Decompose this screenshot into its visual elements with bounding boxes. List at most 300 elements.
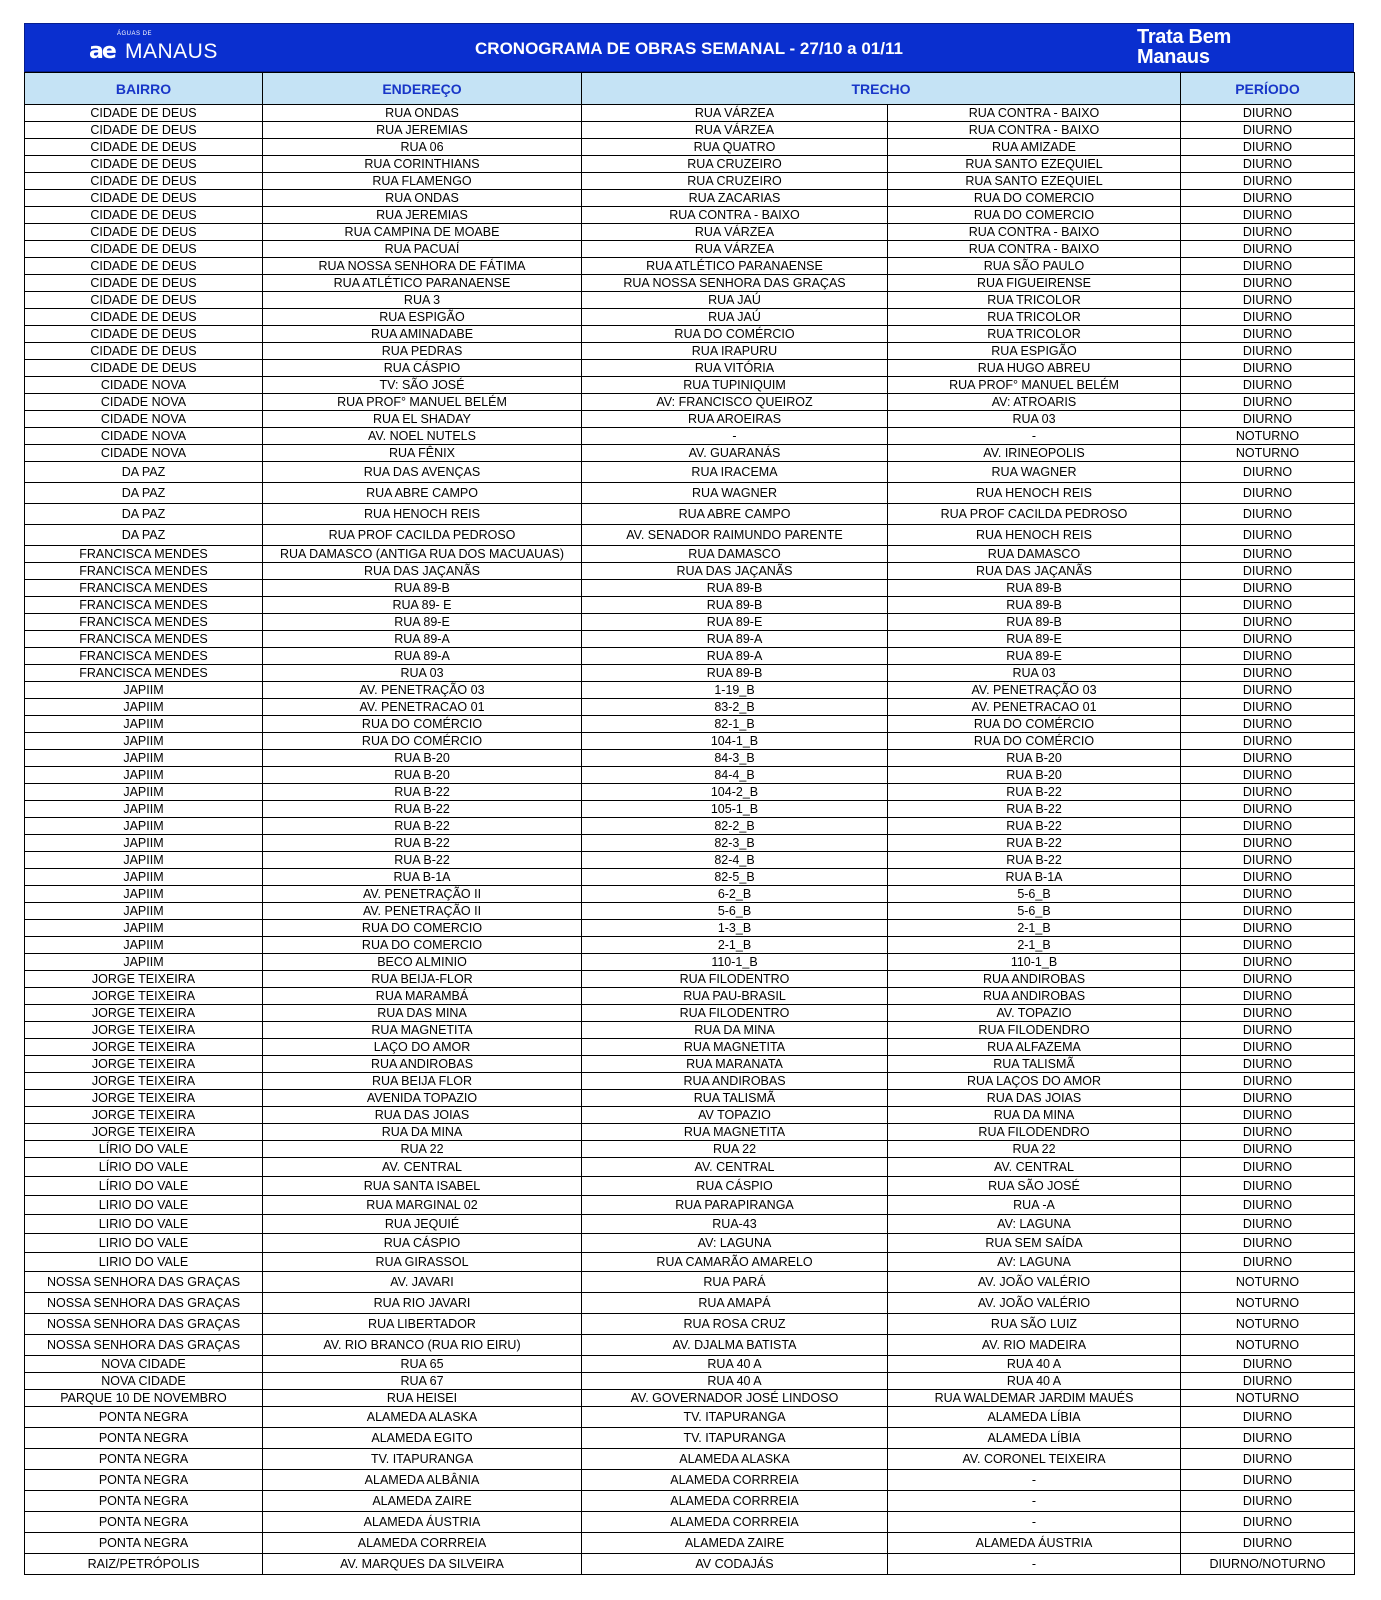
cell-endereco: RUA RIO JAVARI: [263, 1293, 582, 1314]
cell-periodo: NOTURNO: [1181, 1335, 1355, 1356]
cell-periodo: DIURNO: [1181, 1407, 1355, 1428]
cell-endereco: RUA B-22: [263, 852, 582, 869]
table-row: [25, 139, 1355, 156]
cell-bairro: JORGE TEIXEIRA: [25, 1005, 263, 1022]
cell-trecho-fim: RUA ALFAZEMA: [888, 1039, 1181, 1056]
cell-trecho-inicio: RUA MAGNETITA: [582, 1124, 888, 1141]
cell-endereco: RUA 03: [263, 665, 582, 682]
cell-periodo: DIURNO: [1181, 1373, 1355, 1390]
cell-trecho-fim: AV. PENETRACAO 01: [888, 699, 1181, 716]
cell-endereco: RUA DO COMERCIO: [263, 920, 582, 937]
table-row: [25, 971, 1355, 988]
cell-trecho-fim: RUA 03: [888, 665, 1181, 682]
cell-endereco: RUA HEISEI: [263, 1390, 582, 1407]
cell-trecho-inicio: RUA IRACEMA: [582, 462, 888, 483]
cell-endereco: BECO ALMINIO: [263, 954, 582, 971]
cell-bairro: LIRIO DO VALE: [25, 1253, 263, 1272]
cell-periodo: DIURNO: [1181, 1005, 1355, 1022]
cell-endereco: RUA 22: [263, 1141, 582, 1158]
cell-trecho-inicio: -: [582, 428, 888, 445]
cell-periodo: DIURNO: [1181, 483, 1355, 504]
cell-bairro: PONTA NEGRA: [25, 1533, 263, 1554]
cell-periodo: DIURNO: [1181, 733, 1355, 750]
cell-trecho-inicio: RUA DAMASCO: [582, 546, 888, 563]
cell-periodo: DIURNO: [1181, 241, 1355, 258]
table-row: [25, 207, 1355, 224]
cell-trecho-fim: RUA B-22: [888, 801, 1181, 818]
cell-trecho-inicio: AV: LAGUNA: [582, 1234, 888, 1253]
table-row: [25, 1314, 1355, 1335]
cell-trecho-inicio: RUA 40 A: [582, 1373, 888, 1390]
cell-endereco: RUA NOSSA SENHORA DE FÁTIMA: [263, 258, 582, 275]
table-row: [25, 1196, 1355, 1215]
cell-trecho-fim: RUA CONTRA - BAIXO: [888, 224, 1181, 241]
table-row: [25, 614, 1355, 631]
table-row: [25, 1124, 1355, 1141]
cell-trecho-inicio: AV TOPAZIO: [582, 1107, 888, 1124]
table-row: [25, 920, 1355, 937]
cell-bairro: FRANCISCA MENDES: [25, 563, 263, 580]
cell-trecho-fim: RUA DA MINA: [888, 1107, 1181, 1124]
cell-bairro: PONTA NEGRA: [25, 1407, 263, 1428]
cell-bairro: JAPIIM: [25, 954, 263, 971]
cell-periodo: DIURNO: [1181, 716, 1355, 733]
cell-periodo: DIURNO: [1181, 1073, 1355, 1090]
cell-endereco: RUA B-22: [263, 835, 582, 852]
cell-trecho-fim: RUA FILODENDRO: [888, 1022, 1181, 1039]
cell-trecho-inicio: RUA ABRE CAMPO: [582, 504, 888, 525]
table-row: [25, 1356, 1355, 1373]
table-row: [25, 1215, 1355, 1234]
cell-periodo: DIURNO: [1181, 1491, 1355, 1512]
cell-trecho-inicio: RUA CONTRA - BAIXO: [582, 207, 888, 224]
cell-bairro: CIDADE DE DEUS: [25, 156, 263, 173]
cell-trecho-inicio: RUA 40 A: [582, 1356, 888, 1373]
cell-periodo: NOTURNO: [1181, 428, 1355, 445]
cell-periodo: NOTURNO: [1181, 1314, 1355, 1335]
cell-bairro: DA PAZ: [25, 483, 263, 504]
cell-periodo: DIURNO: [1181, 1090, 1355, 1107]
table-row: [25, 326, 1355, 343]
cell-periodo: DIURNO: [1181, 1470, 1355, 1491]
cell-trecho-fim: 110-1_B: [888, 954, 1181, 971]
cell-endereco: RUA 89- E: [263, 597, 582, 614]
cell-trecho-fim: RUA DO COMÉRCIO: [888, 716, 1181, 733]
logo-wordmark: MANAUS: [125, 40, 218, 63]
cell-periodo: DIURNO: [1181, 852, 1355, 869]
cell-endereco: RUA FÊNIX: [263, 445, 582, 462]
cell-trecho-fim: RUA DO COMERCIO: [888, 207, 1181, 224]
cell-trecho-inicio: 5-6_B: [582, 903, 888, 920]
column-header-trecho: TRECHO: [582, 73, 1181, 105]
cell-trecho-inicio: 6-2_B: [582, 886, 888, 903]
table-row: [25, 1335, 1355, 1356]
cell-endereco: RUA 89-A: [263, 648, 582, 665]
table-row: [25, 309, 1355, 326]
table-row: [25, 699, 1355, 716]
cell-trecho-fim: 2-1_B: [888, 920, 1181, 937]
cell-trecho-fim: RUA TALISMÃ: [888, 1056, 1181, 1073]
cell-trecho-inicio: RUA PARAPIRANGA: [582, 1196, 888, 1215]
cell-bairro: CIDADE DE DEUS: [25, 190, 263, 207]
cell-trecho-inicio: 1-3_B: [582, 920, 888, 937]
cell-endereco: AV. MARQUES DA SILVEIRA: [263, 1554, 582, 1575]
cell-bairro: LÍRIO DO VALE: [25, 1158, 263, 1177]
cell-endereco: RUA CÁSPIO: [263, 360, 582, 377]
table-row: [25, 988, 1355, 1005]
table-row: [25, 1177, 1355, 1196]
cell-trecho-fim: RUA 89-E: [888, 648, 1181, 665]
cell-trecho-fim: RUA DAS JOIAS: [888, 1090, 1181, 1107]
cell-endereco: AV. PENETRAÇÃO II: [263, 903, 582, 920]
cell-endereco: RUA ESPIGÃO: [263, 309, 582, 326]
cell-periodo: DIURNO: [1181, 275, 1355, 292]
cell-trecho-fim: RUA B-20: [888, 750, 1181, 767]
cell-endereco: RUA DO COMÉRCIO: [263, 716, 582, 733]
cell-endereco: RUA DAS MINA: [263, 1005, 582, 1022]
cell-trecho-fim: AV. JOÃO VALÉRIO: [888, 1272, 1181, 1293]
cell-trecho-inicio: RUA-43: [582, 1215, 888, 1234]
cell-periodo: DIURNO: [1181, 173, 1355, 190]
cell-trecho-fim: AV: LAGUNA: [888, 1253, 1181, 1272]
cell-endereco: AV. CENTRAL: [263, 1158, 582, 1177]
cell-trecho-fim: ALAMEDA LÍBIA: [888, 1428, 1181, 1449]
cell-trecho-fim: RUA DO COMÉRCIO: [888, 733, 1181, 750]
table-row: [25, 716, 1355, 733]
cell-trecho-fim: AV: LAGUNA: [888, 1215, 1181, 1234]
cell-bairro: LÍRIO DO VALE: [25, 1141, 263, 1158]
cell-trecho-inicio: RUA JAÚ: [582, 309, 888, 326]
cell-bairro: CIDADE DE DEUS: [25, 207, 263, 224]
table-row: [25, 1293, 1355, 1314]
cell-trecho-inicio: RUA FILODENTRO: [582, 1005, 888, 1022]
table-row: [25, 886, 1355, 903]
table-row: [25, 105, 1355, 122]
cell-endereco: RUA DO COMÉRCIO: [263, 733, 582, 750]
logo-right-line1: Trata Bem: [1137, 26, 1232, 48]
table-row: [25, 767, 1355, 784]
cell-trecho-inicio: RUA ATLÉTICO PARANAENSE: [582, 258, 888, 275]
cell-bairro: CIDADE DE DEUS: [25, 309, 263, 326]
cell-bairro: NOSSA SENHORA DAS GRAÇAS: [25, 1272, 263, 1293]
table-row: [25, 801, 1355, 818]
cell-endereco: ALAMEDA ALASKA: [263, 1407, 582, 1428]
cell-endereco: RUA 67: [263, 1373, 582, 1390]
cell-bairro: CIDADE NOVA: [25, 445, 263, 462]
cell-bairro: CIDADE DE DEUS: [25, 360, 263, 377]
cell-trecho-inicio: AV CODAJÁS: [582, 1554, 888, 1575]
cell-trecho-fim: AV. CORONEL TEIXEIRA: [888, 1449, 1181, 1470]
cell-endereco: RUA PACUAÍ: [263, 241, 582, 258]
logo-mark: ae: [89, 39, 115, 64]
cell-bairro: CIDADE DE DEUS: [25, 241, 263, 258]
cell-bairro: FRANCISCA MENDES: [25, 665, 263, 682]
table-row: [25, 1073, 1355, 1090]
cell-bairro: DA PAZ: [25, 504, 263, 525]
cell-bairro: JAPIIM: [25, 682, 263, 699]
cell-trecho-inicio: RUA ANDIROBAS: [582, 1073, 888, 1090]
cell-bairro: JAPIIM: [25, 852, 263, 869]
page-title: CRONOGRAMA DE OBRAS SEMANAL - 27/10 a 01/11: [475, 39, 903, 58]
cell-endereco: RUA DA MINA: [263, 1124, 582, 1141]
cell-periodo: DIURNO: [1181, 631, 1355, 648]
cell-bairro: FRANCISCA MENDES: [25, 597, 263, 614]
cell-trecho-fim: AV. PENETRAÇÃO 03: [888, 682, 1181, 699]
cell-endereco: AV. PENETRAÇÃO II: [263, 886, 582, 903]
cell-trecho-fim: RUA B-1A: [888, 869, 1181, 886]
cell-periodo: NOTURNO: [1181, 1272, 1355, 1293]
table-row: [25, 937, 1355, 954]
table-row: [25, 954, 1355, 971]
table-row: [25, 190, 1355, 207]
cell-periodo: DIURNO: [1181, 835, 1355, 852]
table-row: [25, 258, 1355, 275]
table-row: [25, 750, 1355, 767]
cell-trecho-inicio: RUA 89-B: [582, 580, 888, 597]
cell-bairro: CIDADE NOVA: [25, 428, 263, 445]
cell-bairro: JAPIIM: [25, 716, 263, 733]
cell-trecho-fim: RUA SEM SAÍDA: [888, 1234, 1181, 1253]
table-row: [25, 1470, 1355, 1491]
cell-trecho-fim: AV: ATROARIS: [888, 394, 1181, 411]
cell-trecho-fim: RUA TRICOLOR: [888, 309, 1181, 326]
cell-trecho-fim: RUA HUGO ABREU: [888, 360, 1181, 377]
cell-trecho-inicio: AV. GOVERNADOR JOSÉ LINDOSO: [582, 1390, 888, 1407]
cell-trecho-inicio: 110-1_B: [582, 954, 888, 971]
cell-bairro: JORGE TEIXEIRA: [25, 1107, 263, 1124]
cell-trecho-inicio: RUA PARÁ: [582, 1272, 888, 1293]
cell-endereco: AVENIDA TOPAZIO: [263, 1090, 582, 1107]
column-header-endereco: ENDEREÇO: [263, 73, 582, 105]
cell-periodo: DIURNO: [1181, 971, 1355, 988]
cell-trecho-inicio: RUA CÁSPIO: [582, 1177, 888, 1196]
cell-trecho-fim: RUA FIGUEIRENSE: [888, 275, 1181, 292]
cell-endereco: ALAMEDA EGITO: [263, 1428, 582, 1449]
cell-endereco: RUA BEIJA-FLOR: [263, 971, 582, 988]
cell-trecho-fim: RUA B-22: [888, 835, 1181, 852]
cell-trecho-inicio: 2-1_B: [582, 937, 888, 954]
cell-endereco: RUA JEQUIÉ: [263, 1215, 582, 1234]
cell-endereco: RUA DAS JAÇANÃS: [263, 563, 582, 580]
cell-bairro: NOVA CIDADE: [25, 1356, 263, 1373]
table-row: [25, 1005, 1355, 1022]
cell-trecho-inicio: RUA JAÚ: [582, 292, 888, 309]
cell-periodo: DIURNO: [1181, 1215, 1355, 1234]
cell-endereco: AV. JAVARI: [263, 1272, 582, 1293]
cell-trecho-fim: RUA 89-B: [888, 597, 1181, 614]
table-row: [25, 1253, 1355, 1272]
cell-trecho-fim: -: [888, 1512, 1181, 1533]
cell-trecho-fim: 5-6_B: [888, 903, 1181, 920]
cell-endereco: RUA 89-A: [263, 631, 582, 648]
cell-trecho-fim: RUA HENOCH REIS: [888, 525, 1181, 546]
cell-bairro: JAPIIM: [25, 750, 263, 767]
cell-endereco: RUA B-20: [263, 750, 582, 767]
cell-trecho-inicio: 84-4_B: [582, 767, 888, 784]
cell-periodo: DIURNO: [1181, 326, 1355, 343]
cell-endereco: RUA 3: [263, 292, 582, 309]
cell-bairro: PONTA NEGRA: [25, 1428, 263, 1449]
cell-trecho-fim: RUA ANDIROBAS: [888, 971, 1181, 988]
cell-endereco: RUA 65: [263, 1356, 582, 1373]
cell-bairro: CIDADE DE DEUS: [25, 292, 263, 309]
cell-trecho-fim: RUA 03: [888, 411, 1181, 428]
cell-trecho-inicio: RUA VÁRZEA: [582, 122, 888, 139]
cell-trecho-inicio: RUA NOSSA SENHORA DAS GRAÇAS: [582, 275, 888, 292]
cell-endereco: TV: SÃO JOSÉ: [263, 377, 582, 394]
cell-periodo: DIURNO: [1181, 784, 1355, 801]
cell-endereco: AV. PENETRACAO 01: [263, 699, 582, 716]
cell-periodo: DIURNO: [1181, 462, 1355, 483]
table-row: [25, 394, 1355, 411]
cell-trecho-fim: AV. RIO MADEIRA: [888, 1335, 1181, 1356]
cell-periodo: DIURNO: [1181, 818, 1355, 835]
table-body: [25, 105, 1355, 1575]
cell-endereco: RUA CORINTHIANS: [263, 156, 582, 173]
cell-trecho-fim: RUA SANTO EZEQUIEL: [888, 156, 1181, 173]
cell-bairro: FRANCISCA MENDES: [25, 648, 263, 665]
table-row: [25, 1373, 1355, 1390]
cell-periodo: DIURNO: [1181, 1124, 1355, 1141]
cell-bairro: JORGE TEIXEIRA: [25, 1090, 263, 1107]
cell-endereco: TV. ITAPURANGA: [263, 1449, 582, 1470]
cell-periodo: DIURNO: [1181, 1449, 1355, 1470]
cell-endereco: RUA PROF° MANUEL BELÉM: [263, 394, 582, 411]
cell-periodo: DIURNO: [1181, 525, 1355, 546]
cell-periodo: DIURNO: [1181, 1158, 1355, 1177]
cell-trecho-inicio: ALAMEDA CORRREIA: [582, 1491, 888, 1512]
cell-periodo: DIURNO: [1181, 1039, 1355, 1056]
cell-periodo: DIURNO: [1181, 1022, 1355, 1039]
cell-trecho-fim: RUA WAGNER: [888, 462, 1181, 483]
cell-periodo: DIURNO: [1181, 1196, 1355, 1215]
cell-periodo: DIURNO: [1181, 122, 1355, 139]
cell-periodo: DIURNO: [1181, 105, 1355, 122]
cell-trecho-fim: RUA TRICOLOR: [888, 326, 1181, 343]
cell-endereco: RUA 89-B: [263, 580, 582, 597]
cell-trecho-fim: RUA B-22: [888, 784, 1181, 801]
cell-bairro: JAPIIM: [25, 818, 263, 835]
cell-periodo: DIURNO: [1181, 394, 1355, 411]
cell-trecho-inicio: RUA VITÓRIA: [582, 360, 888, 377]
cell-bairro: JAPIIM: [25, 733, 263, 750]
cell-bairro: JORGE TEIXEIRA: [25, 988, 263, 1005]
cell-trecho-inicio: 82-2_B: [582, 818, 888, 835]
cell-endereco: RUA GIRASSOL: [263, 1253, 582, 1272]
cell-periodo: DIURNO: [1181, 920, 1355, 937]
cell-endereco: RUA DAS JOIAS: [263, 1107, 582, 1124]
cell-periodo: DIURNO: [1181, 937, 1355, 954]
cell-endereco: ALAMEDA ZAIRE: [263, 1491, 582, 1512]
cell-bairro: NOSSA SENHORA DAS GRAÇAS: [25, 1335, 263, 1356]
cell-trecho-fim: RUA 22: [888, 1141, 1181, 1158]
cell-trecho-inicio: AV: FRANCISCO QUEIROZ: [582, 394, 888, 411]
cell-endereco: ALAMEDA CORRREIA: [263, 1533, 582, 1554]
table-row: [25, 784, 1355, 801]
cell-trecho-fim: RUA SÃO LUIZ: [888, 1314, 1181, 1335]
cell-periodo: DIURNO: [1181, 309, 1355, 326]
cell-periodo: DIURNO: [1181, 1177, 1355, 1196]
logo-right-line2: Manaus: [1137, 46, 1210, 68]
cell-trecho-inicio: RUA CAMARÃO AMARELO: [582, 1253, 888, 1272]
table-row: [25, 1056, 1355, 1073]
table-row: [25, 292, 1355, 309]
cell-trecho-fim: RUA PROF° MANUEL BELÉM: [888, 377, 1181, 394]
cell-trecho-inicio: RUA QUATRO: [582, 139, 888, 156]
cell-trecho-inicio: 82-5_B: [582, 869, 888, 886]
cell-endereco: RUA ABRE CAMPO: [263, 483, 582, 504]
cell-trecho-inicio: RUA AROEIRAS: [582, 411, 888, 428]
cell-bairro: JORGE TEIXEIRA: [25, 971, 263, 988]
cell-periodo: DIURNO: [1181, 292, 1355, 309]
table-row: [25, 1491, 1355, 1512]
cell-bairro: NOSSA SENHORA DAS GRAÇAS: [25, 1293, 263, 1314]
table-row: [25, 1390, 1355, 1407]
cell-trecho-fim: RUA 89-B: [888, 580, 1181, 597]
cell-trecho-inicio: RUA MAGNETITA: [582, 1039, 888, 1056]
table-row: [25, 869, 1355, 886]
cell-bairro: CIDADE DE DEUS: [25, 224, 263, 241]
cell-trecho-fim: AV. TOPAZIO: [888, 1005, 1181, 1022]
cell-trecho-inicio: RUA VÁRZEA: [582, 105, 888, 122]
cell-trecho-inicio: RUA DO COMÉRCIO: [582, 326, 888, 343]
cell-trecho-fim: RUA TRICOLOR: [888, 292, 1181, 309]
column-header-row: [25, 73, 1355, 105]
cell-endereco: RUA B-22: [263, 818, 582, 835]
cell-endereco: RUA ONDAS: [263, 105, 582, 122]
cell-endereco: ALAMEDA ALBÂNIA: [263, 1470, 582, 1491]
cell-bairro: JORGE TEIXEIRA: [25, 1022, 263, 1039]
cell-periodo: DIURNO: [1181, 1056, 1355, 1073]
cell-bairro: PARQUE 10 DE NOVEMBRO: [25, 1390, 263, 1407]
cell-endereco: RUA BEIJA FLOR: [263, 1073, 582, 1090]
cell-endereco: RUA 89-E: [263, 614, 582, 631]
cell-periodo: DIURNO: [1181, 954, 1355, 971]
table-row: [25, 483, 1355, 504]
cell-trecho-inicio: 82-1_B: [582, 716, 888, 733]
cell-trecho-fim: RUA B-22: [888, 852, 1181, 869]
cell-bairro: NOSSA SENHORA DAS GRAÇAS: [25, 1314, 263, 1335]
cell-endereco: RUA MAGNETITA: [263, 1022, 582, 1039]
cell-trecho-inicio: RUA PAU-BRASIL: [582, 988, 888, 1005]
cell-endereco: RUA SANTA ISABEL: [263, 1177, 582, 1196]
cell-bairro: JAPIIM: [25, 920, 263, 937]
cell-trecho-fim: RUA 40 A: [888, 1356, 1181, 1373]
cell-bairro: FRANCISCA MENDES: [25, 546, 263, 563]
cell-trecho-inicio: RUA CRUZEIRO: [582, 156, 888, 173]
cell-bairro: LIRIO DO VALE: [25, 1196, 263, 1215]
table-row: [25, 1022, 1355, 1039]
cell-periodo: DIURNO: [1181, 1356, 1355, 1373]
cell-endereco: RUA ONDAS: [263, 190, 582, 207]
cell-periodo: DIURNO: [1181, 360, 1355, 377]
cell-trecho-fim: RUA LAÇOS DO AMOR: [888, 1073, 1181, 1090]
cell-periodo: DIURNO: [1181, 767, 1355, 784]
cell-trecho-inicio: 104-2_B: [582, 784, 888, 801]
cell-periodo: DIURNO: [1181, 377, 1355, 394]
cell-periodo: DIURNO/NOTURNO: [1181, 1554, 1355, 1575]
table-row: [25, 1107, 1355, 1124]
cell-trecho-fim: RUA B-20: [888, 767, 1181, 784]
column-header-bairro: BAIRRO: [25, 73, 263, 105]
cell-trecho-fim: 5-6_B: [888, 886, 1181, 903]
cell-periodo: DIURNO: [1181, 648, 1355, 665]
cell-bairro: CIDADE DE DEUS: [25, 343, 263, 360]
cell-endereco: RUA B-22: [263, 801, 582, 818]
cell-periodo: DIURNO: [1181, 597, 1355, 614]
title-banner: [24, 23, 1354, 72]
cell-bairro: PONTA NEGRA: [25, 1491, 263, 1512]
